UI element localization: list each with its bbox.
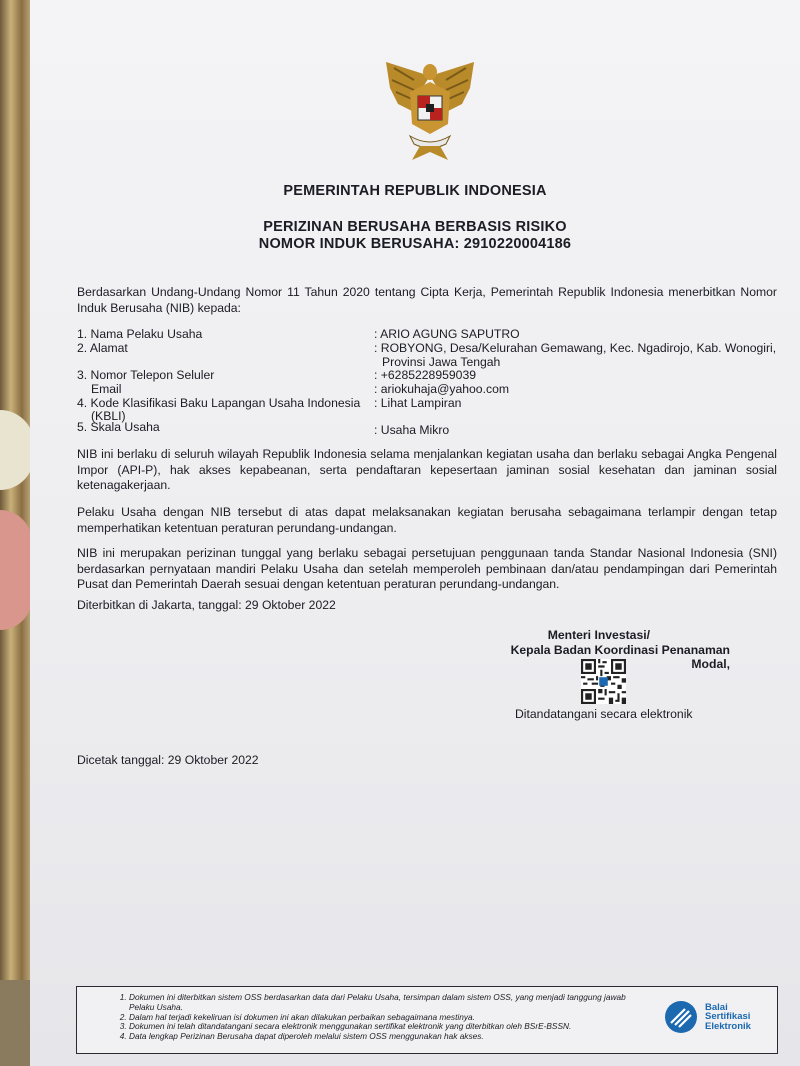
footer-note: 4. Data lengkap Perizinan Berusaha dapat diperoleh melalui sistem OSS menggunakan hak akses. xyxy=(129,1032,649,1042)
printed-date: Dicetak tanggal: 29 Oktober 2022 xyxy=(77,753,259,767)
flower-decoration xyxy=(0,510,32,630)
field-label-address: 2. Alamat xyxy=(77,341,128,355)
field-label-phone: 3. Nomor Telepon Seluler xyxy=(77,368,215,382)
government-heading: PEMERINTAH REPUBLIK INDONESIA xyxy=(283,183,547,199)
field-label-name: 1. Nama Pelaku Usaha xyxy=(77,327,203,341)
field-value-name: : ARIO AGUNG SAPUTRO xyxy=(374,327,520,341)
paragraph-activity: Pelaku Usaha dengan NIB tersebut di atas dapat melaksanakan kegiatan berusaha sebagaimana terlampir dengan tetap memperhatikan ketentuan peraturan perundang-undangan. xyxy=(77,505,777,535)
field-value-email: : ariokuhaja@yahoo.com xyxy=(374,382,509,396)
footer-note: 3. Dokumen ini telah ditandatangani secara elektronik menggunakan sertifikat elektronik yang diterbitkan oleh BSrE-BSSN. xyxy=(129,1022,649,1032)
field-label-kbli-line2: (KBLI) xyxy=(91,409,126,423)
signatory-line2: Kepala Badan Koordinasi Penanaman Modal, xyxy=(510,643,730,671)
bsre-logo xyxy=(663,999,751,1035)
bsre-logo-icon xyxy=(663,999,699,1035)
document-title: PERIZINAN BERUSAHA BERBASIS RISIKO xyxy=(263,219,567,235)
document-page xyxy=(30,0,800,1066)
intro-paragraph: Berdasarkan Undang-Undang Nomor 11 Tahun 2020 tentang Cipta Kerja, Pemerintah Republik Indonesia menerbitkan Nomor Induk Berusaha (NIB) kepada: xyxy=(77,285,777,315)
paragraph-sni: NIB ini merupakan perizinan tunggal yang berlaku sebagai persetujuan penggunaan tanda Standar Nasional Indonesia (SNI) berdasarkan pernyataan mandiri Pelaku Usaha dan setelah memperoleh pembinaan dan/atau pendampingan dari Pemerintah Pusat dan Pemerintah Daerah sesuai dengan ketentuan peraturan perundang-undangan. xyxy=(77,546,777,591)
field-label-kbli: 4. Kode Klasifikasi Baku Lapangan Usaha Indonesia xyxy=(77,396,361,410)
signed-electronically-note: Ditandatangani secara elektronik xyxy=(515,707,693,721)
field-value-phone: : +6285228959039 xyxy=(374,368,477,382)
bsre-logo-line1: Balai xyxy=(705,1001,728,1013)
bsre-logo-line3: Elektronik xyxy=(705,1020,751,1032)
issued-date: Diterbitkan di Jakarta, tanggal: 29 Oktober 2022 xyxy=(77,598,336,612)
field-value-kbli: : Lihat Lampiran xyxy=(374,396,462,410)
footer-note: 1. Dokumen ini diterbitkan sistem OSS berdasarkan data dari Pelaku Usaha, tersimpan dalam sistem OSS, yang menjadi tanggung jawab Pelaku Usaha. xyxy=(129,993,649,1013)
nib-number: NOMOR INDUK BERUSAHA: 2910220004186 xyxy=(258,236,572,252)
field-value-address: : ROBYONG, Desa/Kelurahan Gemawang, Kec. Ngadirojo, Kab. Wonogiri, xyxy=(374,341,777,355)
qr-code-icon xyxy=(581,659,626,704)
field-value-address-line2: Provinsi Jawa Tengah xyxy=(382,355,501,369)
bsre-logo-line2: Sertifikasi xyxy=(705,1011,751,1023)
footer-note: 2. Dalam hal terjadi kekeliruan isi dokumen ini akan dilakukan perbaikan sebagaimana mestinya. xyxy=(129,1013,649,1023)
garuda-emblem-icon xyxy=(380,58,480,164)
field-value-scale: : Usaha Mikro xyxy=(374,423,450,437)
paragraph-validity: NIB ini berlaku di seluruh wilayah Republik Indonesia selama menjalankan kegiatan usaha dan berlaku sebagai Angka Pengenal Impor (API-P), hak akses kepabeanan, serta pendaftaran kepesertaan jaminan sosial kesehatan dan jaminan sosial ketenagakerjaan. xyxy=(77,447,777,492)
footer-notes-box xyxy=(76,986,778,1054)
signatory-line1: Menteri Investasi/ xyxy=(547,628,650,642)
footer-notes-list xyxy=(77,993,649,1042)
field-label-scale: 5. Skala Usaha xyxy=(77,420,160,434)
field-label-email: Email xyxy=(91,382,122,396)
